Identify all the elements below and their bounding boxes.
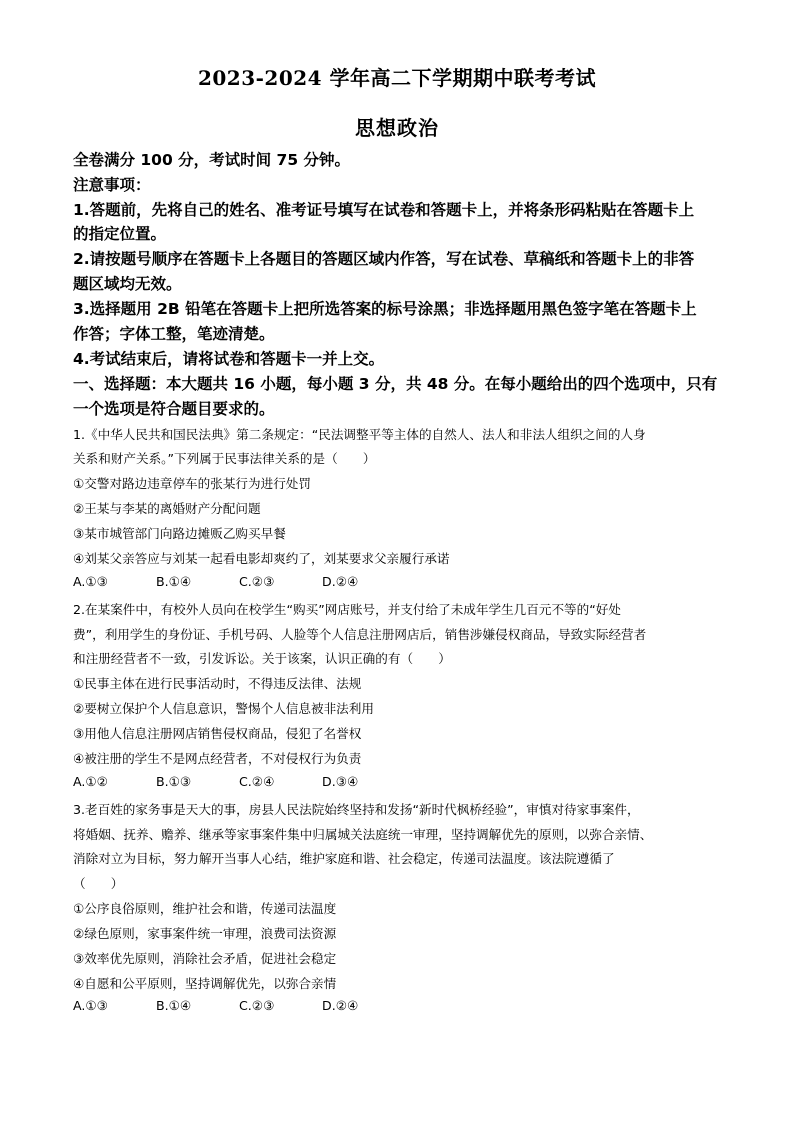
- q2-stem-line-2: 费”，利用学生的身份证、手机号码、人脸等个人信息注册网店后，销售涉嫌侵权商品，导致实际经营者: [73, 627, 647, 642]
- q3-stem-line-3: 消除对立为目标，努力解开当事人心结，维护家庭和谐、社会稳定，传递司法温度。该法院遵循了: [73, 851, 615, 866]
- note-4: 4.考试结束后，请将试卷和答题卡一并上交。: [73, 350, 385, 368]
- note-3-line-1: 3.选择题用 2B 铅笔在答题卡上把所选答案的标号涂黑；非选择题用黑色签字笔在答题卡上: [73, 300, 697, 318]
- full-score-note: 全卷满分 100 分，考试时间 75 分钟。: [73, 151, 351, 169]
- q2-option-4: ④被注册的学生不是网点经营者，不对侵权行为负责: [73, 751, 362, 766]
- q2-choice-d[interactable]: D.③④: [322, 774, 359, 789]
- section-1-heading-line-2: 一个选项是符合题目要求的。: [73, 400, 275, 418]
- q2-choice-c[interactable]: C.②④: [239, 774, 275, 789]
- q1-choice-a[interactable]: A.①③: [73, 574, 108, 589]
- q2-option-1: ①民事主体在进行民事活动时，不得违反法律、法规: [73, 676, 362, 691]
- q3-answer-choices: [73, 998, 405, 1013]
- q1-option-1: ①交警对路边违章停车的张某行为进行处罚: [73, 476, 311, 491]
- q2-option-2: ②要树立保护个人信息意识，警惕个人信息被非法利用: [73, 701, 374, 716]
- q3-option-1: ①公序良俗原则，维护社会和谐，传递司法温度: [73, 901, 337, 916]
- note-3-line-2: 作答；字体工整，笔迹清楚。: [73, 325, 275, 343]
- q1-choice-d[interactable]: D.②④: [322, 574, 359, 589]
- q2-stem-line-3: 和注册经营者不一致，引发诉讼。关于该案，认识正确的有（ ）: [73, 651, 451, 666]
- subject-title: 思想政治: [355, 116, 439, 140]
- q2-stem-line-1: 2.在某案件中，有校外人员向在校学生“购买”网店账号，并支付给了未成年学生几百元不等的“好处: [73, 602, 621, 617]
- note-2-line-2: 题区域均无效。: [73, 275, 182, 293]
- q1-stem-line-1: 1.《中华人民共和国民法典》第二条规定：“民法调整平等主体的自然人、法人和非法人组织之间的人身: [73, 427, 646, 442]
- q1-answer-choices: [73, 574, 405, 589]
- q3-choice-b[interactable]: B.①④: [156, 998, 192, 1013]
- section-1-heading-line-1: 一、选择题：本大题共 16 小题，每小题 3 分，共 48 分。在每小题给出的四个选项中，只有: [73, 375, 718, 393]
- q3-option-3: ③效率优先原则，消除社会矛盾，促进社会稳定: [73, 951, 337, 966]
- q3-stem-line-2: 将婚姻、抚养、赡养、继承等家事案件集中归属城关法庭统一审理，坚持调解优先的原则，以弥合亲情、: [73, 827, 653, 842]
- note-1-line-2: 的指定位置。: [73, 225, 167, 243]
- q3-choice-c[interactable]: C.②③: [239, 998, 275, 1013]
- q3-option-2: ②绿色原则，家事案件统一审理，浪费司法资源: [73, 926, 337, 941]
- q1-stem-line-2: 关系和财产关系。”下列属于民事法律关系的是（ ）: [73, 451, 376, 466]
- exam-title: 2023-2024 学年高二下学期期中联考考试: [197, 66, 597, 90]
- note-2-line-1: 2.请按题号顺序在答题卡上各题目的答题区域内作答，写在试卷、草稿纸和答题卡上的非答: [73, 250, 695, 268]
- q3-stem-line-1: 3.老百姓的家务事是天大的事，房县人民法院始终坚持和发扬“新时代枫桥经验”，审慎对待家事案件，: [73, 802, 640, 817]
- q1-choice-b[interactable]: B.①④: [156, 574, 192, 589]
- q2-option-3: ③用他人信息注册网店销售侵权商品，侵犯了名誉权: [73, 726, 362, 741]
- q3-choice-a[interactable]: A.①③: [73, 998, 108, 1013]
- q1-option-4: ④刘某父亲答应与刘某一起看电影却爽约了，刘某要求父亲履行承诺: [73, 551, 450, 566]
- q1-option-2: ②王某与李某的离婚财产分配问题: [73, 501, 261, 516]
- q1-option-3: ③某市城管部门向路边摊贩乙购买早餐: [73, 526, 286, 541]
- q2-choice-b[interactable]: B.①③: [156, 774, 192, 789]
- note-1-line-1: 1.答题前，先将自己的姓名、准考证号填写在试卷和答题卡上，并将条形码粘贴在答题卡上: [73, 201, 695, 219]
- q2-choice-a[interactable]: A.①②: [73, 774, 108, 789]
- notes-heading: 注意事项：: [73, 176, 151, 194]
- q3-option-4: ④自愿和公平原则，坚持调解优先，以弥合亲情: [73, 976, 337, 991]
- q3-choice-d[interactable]: D.②④: [322, 998, 359, 1013]
- q1-choice-c[interactable]: C.②③: [239, 574, 275, 589]
- q2-answer-choices: [73, 774, 405, 789]
- q3-stem-line-4: （ ）: [73, 876, 124, 891]
